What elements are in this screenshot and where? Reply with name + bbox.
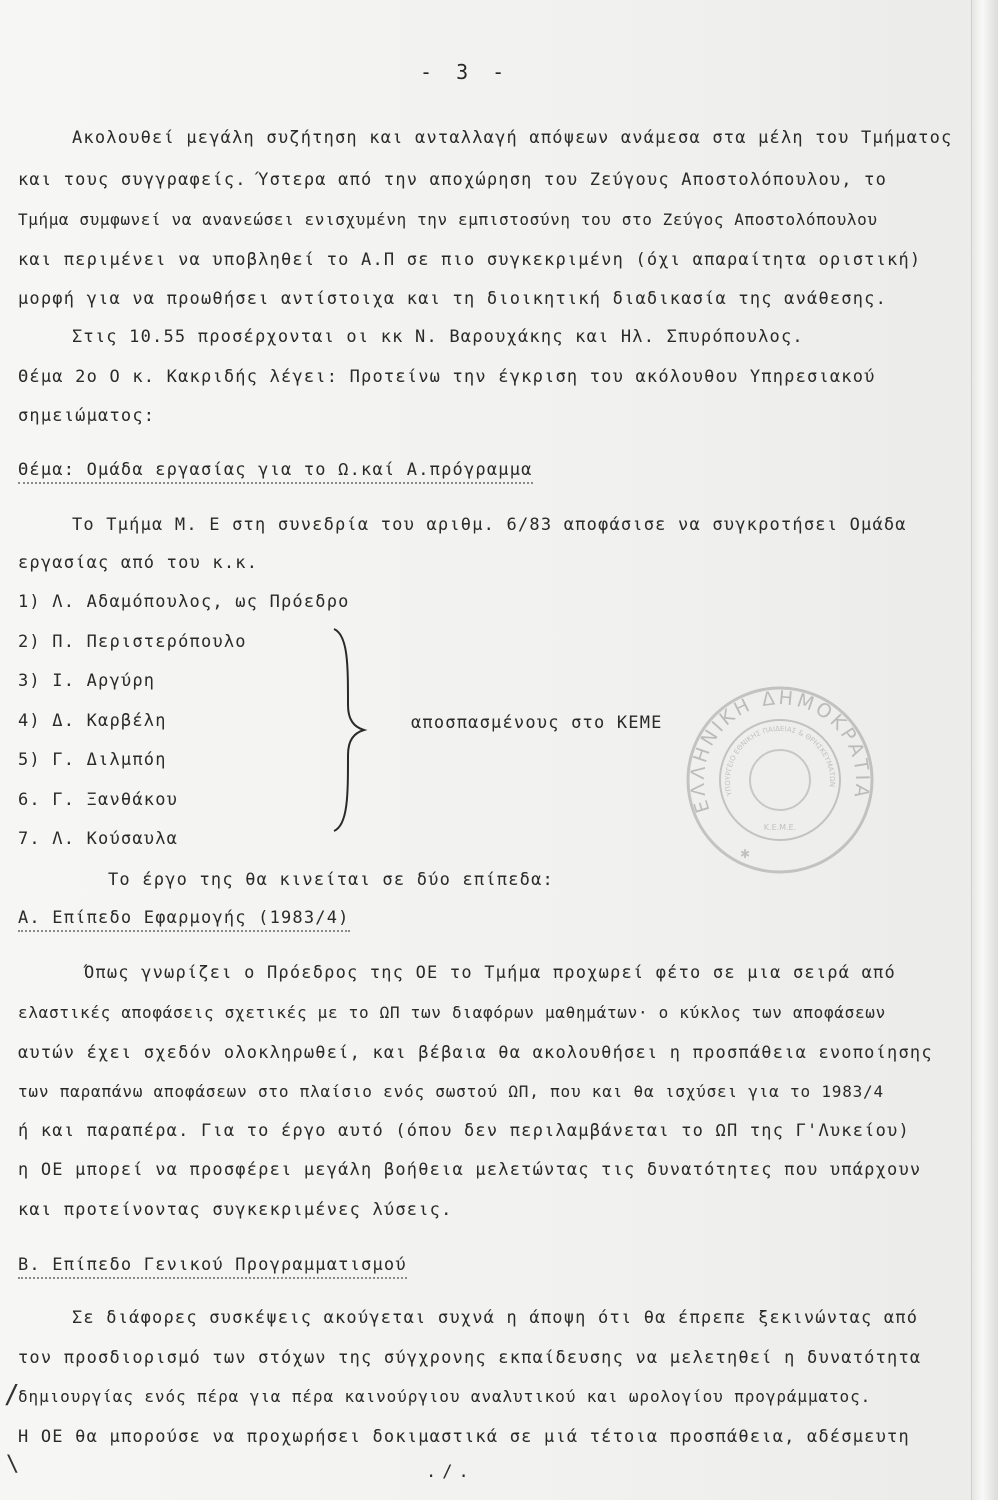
page-number: - 3 - <box>420 60 511 84</box>
text-line: Τμήμα συμφωνεί να ανανεώσει ενισχυμένη την εμπιστοσύνη του στο Ζεύγος Αποστολόπουλου <box>18 210 878 229</box>
text-line: Όπως γνωρίζει ο Πρόεδρος της ΟΕ το Τμήμα προχωρεί φέτο σε μια σειρά από <box>84 963 896 983</box>
brace-mark <box>330 625 370 835</box>
text-line: Σε διάφορες συσκέψεις ακούγεται συχνά η άποψη ότι θα έπρεπε ξεκινώντας από <box>72 1308 919 1328</box>
continuation-mark: ./. <box>426 1462 475 1482</box>
text-line: Το Τμήμα Μ. Ε στη συνεδρία του αριθμ. 6/83 αποφάσισε να συγκροτήσει Ομάδα <box>72 515 907 535</box>
member-item: 1) Λ. Αδαμόπουλος, ως Πρόεδρο <box>18 592 350 612</box>
member-item: 7. Λ. Κούσαυλα <box>18 829 179 849</box>
text-line: Ακολουθεί μεγάλη συζήτηση και ανταλλαγή απόψεων ανάμεσα στα μέλη του Τμήματος <box>72 128 953 148</box>
text-line: τον προσδιορισμό των στόχων της σύγχρονης εκπαίδευσης να μελετηθεί η δυνατότητα <box>18 1348 922 1368</box>
member-item: 5) Γ. Διλμπόη <box>18 750 167 770</box>
text-line: ή και παραπέρα. Για το έργο αυτό (όπου δεν περιλαμβάνεται το ΩΠ της Γ'Λυκείου) <box>18 1121 910 1141</box>
member-item: 3) Ι. Αργύρη <box>18 671 156 691</box>
text-line: δημιουργίας ενός πέρα για πέρα καινούργιου αναλυτικού και ωρολογίου προγράμματος. <box>18 1387 872 1406</box>
svg-text:✱: ✱ <box>740 847 751 861</box>
section-b-heading: Β. Επίπεδο Γενικού Προγραμματισμού <box>18 1255 407 1279</box>
text-line: των παραπάνω αποφάσεων στο πλαίσιο ενός σωστού ΩΠ, που και θα ισχύσει για το 1983/4 <box>18 1082 884 1101</box>
svg-text:Κ.Ε.Μ.Ε.: Κ.Ε.Μ.Ε. <box>763 823 797 832</box>
text-line: αυτών έχει σχεδόν ολοκληρωθεί, και βέβαια θα ακολουθήσει η προσπάθεια ενοποίησης <box>18 1043 933 1063</box>
svg-text:ΕΛΛΗΝΙΚΗ ΔΗΜΟΚΡΑΤΙΑ: ΕΛΛΗΝΙΚΗ ΔΗΜΟΚΡΑΤΙΑ <box>686 687 874 816</box>
text-line: η ΟΕ μπορεί να προσφέρει μεγάλη βοήθεια μελετώντας τις δυνατότητες που υπάρχουν <box>18 1160 922 1180</box>
member-item: 4) Δ. Καρβέλη <box>18 711 167 731</box>
text-line: και τους συγγραφείς. Ύστερα από την αποχώρηση του Ζεύγους Αποστολόπουλου, το <box>18 170 888 190</box>
text-line: εργασίας από του κ.κ. <box>18 553 259 573</box>
section-a-heading: Α. Επίπεδο Εφαρμογής (1983/4) <box>18 908 350 932</box>
page-edge <box>971 0 998 1500</box>
text-line: Το έργο της θα κινείται σε δύο επίπεδα: <box>108 870 554 890</box>
subject-heading: Θέμα: Ομάδα εργασίας για το Ω.καί Α.πρόγραμμα <box>18 460 533 484</box>
text-line: Στις 10.55 προσέρχονται οι κκ Ν. Βαρουχάκης και Ηλ. Σπυρόπουλος. <box>72 327 804 347</box>
text-line: ελαστικές αποφάσεις σχετικές με το ΩΠ των διαφόρων μαθημάτων· ο κύκλος των αποφάσεων <box>18 1003 886 1022</box>
member-item: 2) Π. Περιστερόπουλο <box>18 632 247 652</box>
text-line: σημειώματος: <box>18 406 156 426</box>
brace-label: αποσπασμένους στο ΚΕΜΕ <box>411 713 663 733</box>
text-line: Η ΟΕ θα μπορούσε να προχωρήσει δοκιμαστικά σε μιά τέτοια προσπάθεια, αδέσμευτη <box>18 1427 910 1447</box>
svg-text:ΥΠΟΥΡΓΕΙΟ ΕΘΝΙΚΗΣ ΠΑΙΔΕΙΑΣ & Θ: ΥΠΟΥΡΓΕΙΟ ΕΘΝΙΚΗΣ ΠΑΙΔΕΙΑΣ & ΘΡΗΣΚΕΥΜΑΤΩΝ <box>723 724 837 797</box>
member-item: 6. Γ. Ξανθάκου <box>18 790 179 810</box>
text-line: Θέμα 2ο Ο κ. Κακριδής λέγει: Προτείνω την έγκριση του ακόλουθου Υπηρεσιακού <box>18 367 876 387</box>
margin-slash-mark: / <box>4 1380 20 1410</box>
official-stamp <box>680 680 880 880</box>
text-line: και περιμένει να υποβληθεί το Α.Π σε πιο συγκεκριμένη (όχι απαραίτητα οριστική) <box>18 250 922 270</box>
margin-tick-mark: \ <box>6 1452 20 1477</box>
text-line: και προτείνοντας συγκεκριμένες λύσεις. <box>18 1200 453 1220</box>
text-line: μορφή για να προωθήσει αντίστοιχα και τη διοικητική διαδικασία της ανάθεσης. <box>18 289 888 309</box>
